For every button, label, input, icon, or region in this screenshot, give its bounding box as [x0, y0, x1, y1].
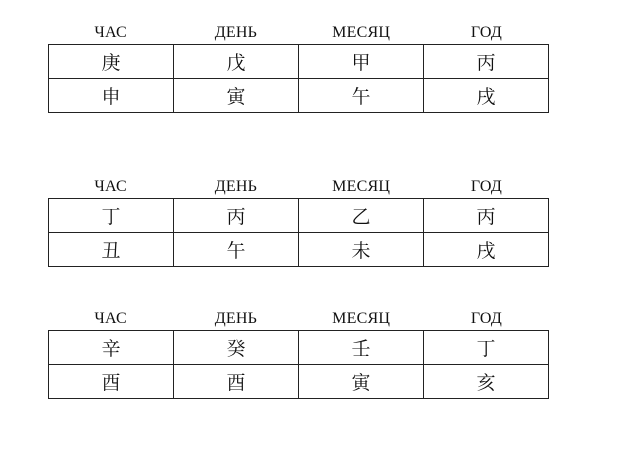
pillars-table — [48, 198, 549, 267]
column-header-hour: ЧАС — [94, 24, 127, 41]
stem-hour: 丁 — [49, 199, 174, 233]
column-header-day: ДЕНЬ — [214, 310, 257, 327]
branch-month: 寅 — [299, 365, 424, 399]
stem-hour: 辛 — [49, 331, 174, 365]
stems-row — [49, 199, 549, 233]
pillars-table — [48, 330, 549, 399]
column-header-row — [48, 308, 549, 330]
column-header-year: ГОД — [470, 178, 502, 195]
branch-day: 午 — [174, 233, 299, 267]
stems-row — [49, 331, 549, 365]
branch-year: 戌 — [424, 233, 549, 267]
stem-year: 丁 — [424, 331, 549, 365]
branches-row — [49, 79, 549, 113]
column-header-year: ГОД — [470, 24, 502, 41]
stems-row — [49, 45, 549, 79]
column-header-row — [48, 176, 549, 198]
stem-month: 甲 — [299, 45, 424, 79]
branch-day: 酉 — [174, 365, 299, 399]
stem-year: 丙 — [424, 45, 549, 79]
branch-day: 寅 — [174, 79, 299, 113]
column-header-day: ДЕНЬ — [214, 178, 257, 195]
branch-year: 戌 — [424, 79, 549, 113]
branch-month: 午 — [299, 79, 424, 113]
stem-day: 癸 — [174, 331, 299, 365]
stem-month: 壬 — [299, 331, 424, 365]
pillars-table — [48, 44, 549, 113]
branch-month: 未 — [299, 233, 424, 267]
branch-hour: 丑 — [49, 233, 174, 267]
branch-hour: 酉 — [49, 365, 174, 399]
branch-hour: 申 — [49, 79, 174, 113]
column-header-hour: ЧАС — [94, 178, 127, 195]
branch-year: 亥 — [424, 365, 549, 399]
stem-day: 戊 — [174, 45, 299, 79]
column-header-month: МЕСЯЦ — [332, 178, 391, 195]
stem-month: 乙 — [299, 199, 424, 233]
branches-row — [49, 365, 549, 399]
pillars-chart-3 — [48, 308, 549, 399]
column-header-hour: ЧАС — [94, 310, 127, 327]
pillars-chart-2 — [48, 176, 549, 267]
stem-hour: 庚 — [49, 45, 174, 79]
stem-day: 丙 — [174, 199, 299, 233]
pillars-chart-1 — [48, 22, 549, 113]
branches-row — [49, 233, 549, 267]
column-header-month: МЕСЯЦ — [332, 310, 391, 327]
column-header-day: ДЕНЬ — [214, 24, 257, 41]
column-header-year: ГОД — [470, 310, 502, 327]
column-header-month: МЕСЯЦ — [332, 24, 391, 41]
column-header-row — [48, 22, 549, 44]
stem-year: 丙 — [424, 199, 549, 233]
